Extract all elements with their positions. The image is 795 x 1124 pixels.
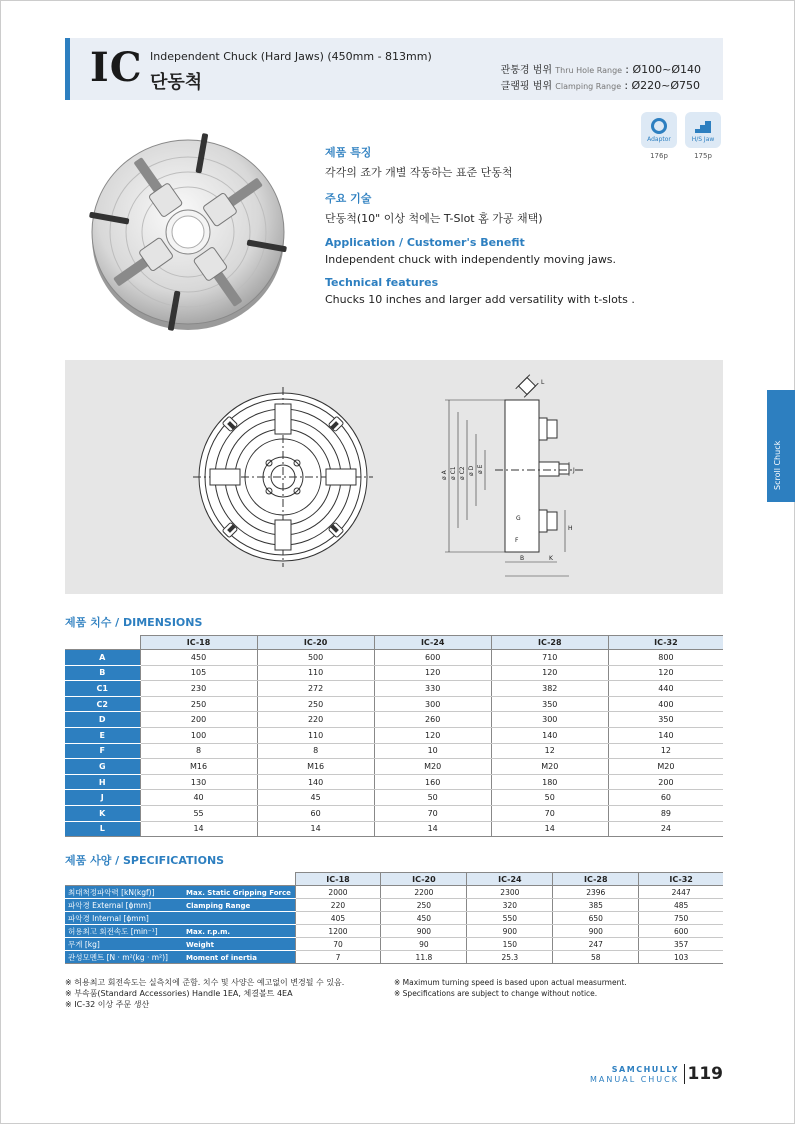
feature-text-en-2: Chucks 10 inches and larger add versatility with t-slots .: [325, 293, 635, 306]
dim-cell: 350: [608, 712, 723, 728]
spec-header-blank: [65, 873, 295, 886]
dim-row-label: F: [65, 743, 140, 759]
dim-cell: M16: [257, 759, 374, 775]
dim-cell: 10: [374, 743, 491, 759]
dim-cell: 120: [374, 665, 491, 681]
label-b: B: [520, 555, 525, 562]
dim-row-label: G: [65, 759, 140, 775]
dim-cell: M20: [491, 759, 608, 775]
dim-col-header: IC-20: [257, 636, 374, 650]
technical-drawing: [65, 360, 723, 594]
dim-row-label: K: [65, 805, 140, 821]
spec-label-ko: 파악경 Internal [ϕmm]: [68, 913, 149, 923]
spec-cell: 150: [467, 938, 553, 951]
dim-cell: M20: [374, 759, 491, 775]
dim-cell: 40: [140, 790, 257, 806]
page-header: [65, 38, 723, 100]
brand-subtitle: MANUAL CHUCK: [590, 1075, 679, 1084]
dim-cell: 250: [140, 696, 257, 712]
dim-cell: 200: [608, 774, 723, 790]
dim-cell: 330: [374, 681, 491, 697]
spec-row-label: [65, 912, 295, 925]
spec-row-label: [65, 886, 295, 899]
spec-label-en: Clamping Range: [186, 901, 251, 910]
dim-cell: 89: [608, 805, 723, 821]
front-view: [193, 387, 373, 567]
dim-cell: 14: [257, 821, 374, 837]
feature-heading-ko-1: 제품 특징: [325, 146, 372, 159]
spec-cell: 900: [553, 925, 639, 938]
label-h: H: [568, 525, 573, 532]
dim-row-label: C1: [65, 681, 140, 697]
spec-cell: 385: [553, 899, 639, 912]
note-line: ※ 부속품(Standard Accessories) Handle 1EA, 체결볼트 4EA: [65, 989, 293, 998]
hs-jaw-badge-page: 175p: [694, 152, 712, 160]
feature-text-en-1: Independent chuck with independently moving jaws.: [325, 253, 617, 266]
spec-label-ko: 최대척정파악력 [kN(kgf)]: [68, 887, 155, 897]
product-title-ko: 단동척: [150, 72, 203, 93]
label-k: K: [549, 555, 553, 562]
dim-cell: 800: [608, 650, 723, 666]
spec-row: [65, 886, 723, 899]
dim-cell: 130: [140, 774, 257, 790]
dim-cell: 600: [374, 650, 491, 666]
spec-cell: 250: [381, 899, 467, 912]
label-e: ø E: [477, 464, 484, 474]
spec-label-ko: 허용최고 회전속도 [min⁻¹]: [68, 926, 158, 936]
dim-cell: 24: [608, 821, 723, 837]
spec-row-label: [65, 951, 295, 964]
spec-label-en: Weight: [186, 940, 214, 949]
spec-cell: 25.3: [467, 951, 553, 964]
spec-cell: 2300: [467, 886, 553, 899]
spec-label-en: Moment of inertia: [186, 953, 257, 962]
dim-row-label: A: [65, 650, 140, 666]
spec-cell: 2200: [381, 886, 467, 899]
dim-row: [65, 696, 723, 712]
label-c2: ø C2: [459, 466, 466, 480]
adaptor-badge-label: Adaptor: [647, 135, 671, 143]
dim-cell: 400: [608, 696, 723, 712]
dim-cell: M16: [140, 759, 257, 775]
spec-cell: 90: [381, 938, 467, 951]
note-line: ※ 허용최고 회전속도는 실측치에 준함. 치수 및 사양은 예고없이 변경될 수 있음.: [65, 978, 345, 987]
thru-hole-label-en: Thru Hole Range: [555, 66, 623, 75]
dim-cell: 140: [257, 774, 374, 790]
dim-cell: 120: [491, 665, 608, 681]
spec-cell: 247: [553, 938, 639, 951]
clamping-label-ko: 클램핑 범위: [500, 81, 553, 92]
specifications-title: 제품 사양 / SPECIFICATIONS: [65, 854, 225, 867]
dim-row: [65, 759, 723, 775]
spec-cell: 2396: [553, 886, 639, 899]
label-f: F: [515, 537, 519, 544]
dim-cell: 500: [257, 650, 374, 666]
dim-cell: 160: [374, 774, 491, 790]
hs-jaw-badge[interactable]: [685, 112, 721, 160]
dim-cell: 350: [491, 696, 608, 712]
spec-cell: 103: [639, 951, 723, 964]
page-footer: [580, 1062, 723, 1086]
dim-row-label: C2: [65, 696, 140, 712]
thru-hole-value: : Ø100~Ø140: [625, 63, 701, 76]
dim-cell: 45: [257, 790, 374, 806]
specifications-table: [65, 872, 723, 964]
spec-row: [65, 951, 723, 964]
label-c1: ø C1: [450, 466, 457, 480]
dim-row: [65, 665, 723, 681]
side-tab-label: Scroll Chuck: [773, 440, 782, 490]
dim-cell: 12: [491, 743, 608, 759]
feature-text-ko-2: 단동척(10" 이상 척에는 T-Slot 홈 가공 채택): [325, 212, 543, 225]
product-code: IC: [90, 44, 143, 91]
feature-list: [325, 144, 685, 316]
dim-cell: 105: [140, 665, 257, 681]
dim-cell: 14: [374, 821, 491, 837]
label-l: L: [541, 379, 545, 386]
spec-col-header: IC-18: [295, 873, 381, 886]
brand-name: SAMCHULLY: [611, 1065, 679, 1074]
dim-cell: 450: [140, 650, 257, 666]
dim-row-label: J: [65, 790, 140, 806]
dim-cell: 140: [491, 727, 608, 743]
feature-heading-en-2: Technical features: [325, 276, 439, 289]
notes-korean: [65, 977, 344, 1010]
thru-hole-label-ko: 관통경 범위: [500, 65, 553, 76]
range-info: [501, 62, 701, 94]
dim-cell: 12: [608, 743, 723, 759]
spec-cell: 485: [639, 899, 723, 912]
dim-cell: 260: [374, 712, 491, 728]
dim-row: [65, 743, 723, 759]
spec-header-row: [65, 873, 723, 886]
dim-cell: 120: [608, 665, 723, 681]
spec-cell: 2000: [295, 886, 381, 899]
dim-cell: 120: [374, 727, 491, 743]
notes-english: [394, 977, 627, 999]
dim-cell: 14: [491, 821, 608, 837]
spec-row: [65, 912, 723, 925]
dim-cell: 60: [257, 805, 374, 821]
dim-cell: 250: [257, 696, 374, 712]
dim-row: [65, 681, 723, 697]
spec-cell: 320: [467, 899, 553, 912]
dim-col-header: IC-28: [491, 636, 608, 650]
dim-row: [65, 727, 723, 743]
spec-cell: 550: [467, 912, 553, 925]
dim-cell: M20: [608, 759, 723, 775]
drawing-svg: [65, 360, 723, 594]
clamping-value: : Ø220~Ø750: [624, 79, 701, 92]
dim-cell: 200: [140, 712, 257, 728]
spec-label-en: Max. Static Gripping Force: [186, 888, 291, 897]
clamping-label-en: Clamping Range: [555, 82, 622, 91]
spec-cell: 650: [553, 912, 639, 925]
label-a: ø A: [441, 470, 448, 480]
dim-cell: 300: [491, 712, 608, 728]
dim-header-blank: [65, 636, 140, 650]
dim-cell: 382: [491, 681, 608, 697]
spec-col-header: IC-24: [467, 873, 553, 886]
dim-col-header: IC-24: [374, 636, 491, 650]
dim-row-label: B: [65, 665, 140, 681]
dim-header-row: [65, 636, 723, 650]
stair-jaw-icon: [693, 118, 713, 134]
spec-label-ko: 관성모멘트 [N · m²(kg · m²)]: [68, 952, 168, 962]
dim-cell: 50: [491, 790, 608, 806]
dim-cell: 110: [257, 727, 374, 743]
note-line: ※ IC-32 이상 주문 생산: [65, 1000, 150, 1009]
label-j: J: [573, 467, 575, 474]
spec-row-label: [65, 938, 295, 951]
spec-cell: 405: [295, 912, 381, 925]
adaptor-icon: [649, 118, 669, 134]
product-title-en: Independent Chuck (Hard Jaws) (450mm - 813mm): [150, 50, 432, 63]
spec-row: [65, 899, 723, 912]
dim-cell: 70: [491, 805, 608, 821]
dim-row: [65, 712, 723, 728]
dim-cell: 140: [608, 727, 723, 743]
spec-col-header: IC-20: [381, 873, 467, 886]
dim-cell: 440: [608, 681, 723, 697]
spec-cell: 900: [381, 925, 467, 938]
spec-label-ko: 무게 [kg]: [68, 939, 100, 949]
spec-row: [65, 938, 723, 951]
dim-row-label: E: [65, 727, 140, 743]
side-tab-scroll-chuck[interactable]: [767, 390, 795, 502]
adaptor-badge-page: 176p: [650, 152, 668, 160]
spec-cell: 58: [553, 951, 639, 964]
dimensions-title: 제품 치수 / DIMENSIONS: [65, 616, 203, 629]
spec-cell: 750: [639, 912, 723, 925]
dim-cell: 110: [257, 665, 374, 681]
dim-cell: 55: [140, 805, 257, 821]
dim-cell: 272: [257, 681, 374, 697]
hs-jaw-badge-label: H/S Jaw: [691, 135, 715, 143]
chuck-product-image: [88, 124, 288, 334]
dim-col-header: IC-18: [140, 636, 257, 650]
dim-row: [65, 790, 723, 806]
spec-row: [65, 925, 723, 938]
dim-row-label: D: [65, 712, 140, 728]
dim-cell: 60: [608, 790, 723, 806]
dim-cell: 710: [491, 650, 608, 666]
spec-col-header: IC-28: [553, 873, 639, 886]
spec-cell: 11.8: [381, 951, 467, 964]
dim-cell: 230: [140, 681, 257, 697]
dim-col-header: IC-32: [608, 636, 723, 650]
dim-cell: 50: [374, 790, 491, 806]
dim-row: [65, 774, 723, 790]
dim-row: [65, 821, 723, 837]
spec-cell: 357: [639, 938, 723, 951]
spec-cell: 2447: [639, 886, 723, 899]
spec-label-en: Max. r.p.m.: [186, 927, 231, 936]
note-line: ※ Specifications are subject to change without notice.: [394, 989, 598, 998]
dimensions-table: [65, 635, 723, 837]
label-g: G: [516, 515, 521, 522]
dim-cell: 180: [491, 774, 608, 790]
dim-cell: 100: [140, 727, 257, 743]
dim-cell: 8: [257, 743, 374, 759]
spec-row-label: [65, 899, 295, 912]
spec-cell: 450: [381, 912, 467, 925]
spec-cell: 900: [467, 925, 553, 938]
feature-heading-en-1: Application / Customer's Benefit: [325, 236, 525, 249]
dim-cell: 70: [374, 805, 491, 821]
dim-row-label: H: [65, 774, 140, 790]
spec-col-header: IC-32: [639, 873, 723, 886]
feature-text-ko-1: 각각의 죠가 개별 작동하는 표준 단동척: [325, 166, 513, 179]
dim-cell: 14: [140, 821, 257, 837]
spec-cell: 600: [639, 925, 723, 938]
spec-row-label: [65, 925, 295, 938]
spec-cell: 70: [295, 938, 381, 951]
dim-row: [65, 650, 723, 666]
dim-row: [65, 805, 723, 821]
spec-cell: 220: [295, 899, 381, 912]
spec-cell: 7: [295, 951, 381, 964]
label-d: ø D: [468, 465, 475, 476]
footer-divider: [684, 1064, 685, 1084]
spec-label-ko: 파악경 External [ϕmm]: [68, 900, 152, 910]
dim-cell: 220: [257, 712, 374, 728]
feature-heading-ko-2: 주요 기술: [325, 192, 372, 205]
dim-cell: 300: [374, 696, 491, 712]
page-number: 119: [687, 1064, 723, 1084]
note-line: ※ Maximum turning speed is based upon actual measurment.: [394, 978, 627, 987]
dim-cell: 8: [140, 743, 257, 759]
spec-cell: 1200: [295, 925, 381, 938]
side-view: [445, 375, 585, 576]
dim-row-label: L: [65, 821, 140, 837]
